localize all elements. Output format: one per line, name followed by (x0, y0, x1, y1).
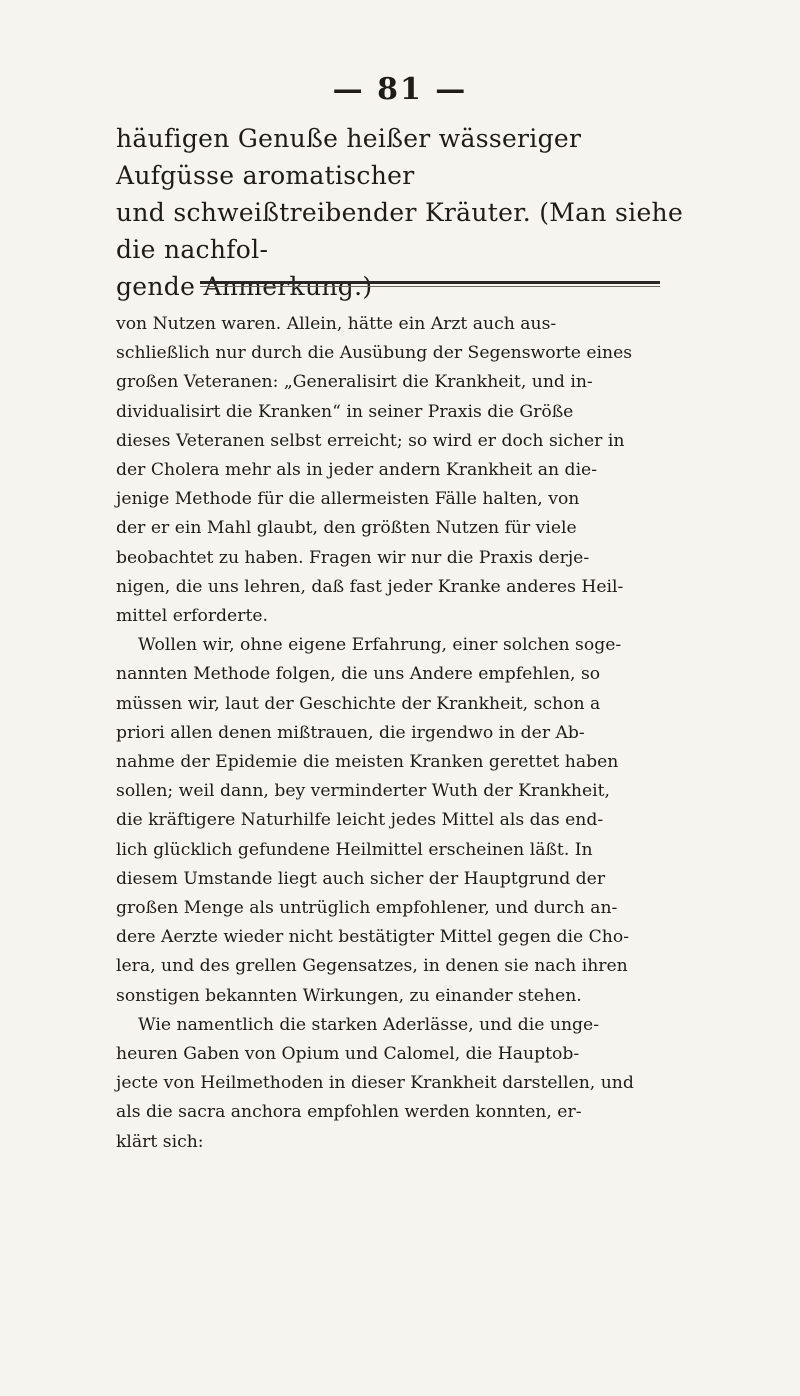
paragraph (116, 310, 704, 631)
text-line: mittel erforderte. (116, 606, 268, 627)
text-line: der Cholera mehr als in jeder andern Krankheit an die- (116, 460, 598, 481)
section-divider (200, 281, 660, 284)
text-line: sollen; weil dann, bey verminderter Wuth der Krankheit, (116, 781, 610, 802)
text-line: großen Veteranen: „Generalisirt die Krankheit, und in- (116, 372, 593, 393)
text-line: lera, und des grellen Gegensatzes, in denen sie nach ihren (116, 956, 628, 977)
text-line: nannten Methode folgen, die uns Andere empfehlen, so (116, 664, 601, 685)
text-line: dieses Veteranen selbst erreicht; so wird er doch sicher in (116, 430, 625, 451)
text-line: der er ein Mahl glaubt, den größten Nutzen für viele (116, 518, 577, 539)
section-divider-thin (200, 286, 660, 287)
text-line: die kräftigere Naturhilfe leicht jedes Mittel als das end- (116, 810, 604, 831)
text-line: Wie namentlich die starken Aderlässe, und die unge- (138, 1014, 599, 1035)
text-line: priori allen denen mißtrauen, die irgendwo in der Ab- (116, 722, 585, 743)
text-line: Wollen wir, ohne eigene Erfahrung, einer solchen soge- (138, 635, 622, 656)
text-line: klärt sich: (116, 1131, 204, 1152)
page-number: — 81 — (332, 72, 468, 107)
text-line: dere Aerzte wieder nicht bestätigter Mittel gegen die Cho- (116, 927, 630, 948)
text-line: großen Menge als untrüglich empfohlener, und durch an- (116, 898, 618, 919)
text-line: diesem Umstande liegt auch sicher der Hauptgrund der (116, 868, 606, 889)
paragraph (116, 631, 704, 1011)
text-line: nigen, die uns lehren, daß fast jeder Kranke anderes Heil- (116, 576, 624, 597)
text-line: als die sacra anchora empfohlen werden konnten, er- (116, 1102, 582, 1123)
previous-section-text (116, 120, 706, 305)
text-line: jenige Methode für die allermeisten Fälle halten, von (116, 489, 580, 510)
text-line: sonstigen bekannten Wirkungen, zu einander stehen. (116, 985, 582, 1006)
header-line: häufigen Genuße heißer wässeriger Aufgüsse aromatischer (116, 124, 582, 190)
text-line: heuren Gaben von Opium und Calomel, die Hauptob- (116, 1044, 580, 1065)
text-line: müssen wir, laut der Geschichte der Krankheit, schon a (116, 693, 601, 714)
text-line: dividualisirt die Kranken“ in seiner Praxis die Größe (116, 401, 574, 422)
header-line: und schweißtreibender Kräuter. (Man siehe die nachfol- (116, 198, 684, 264)
text-line: beobachtet zu haben. Fragen wir nur die Praxis derje- (116, 547, 590, 568)
footnote-body (116, 310, 704, 1157)
text-line: schließlich nur durch die Ausübung der Segensworte eines (116, 343, 633, 364)
text-line: jecte von Heilmethoden in dieser Krankheit darstellen, und (116, 1073, 634, 1094)
text-line: nahme der Epidemie die meisten Kranken gerettet haben (116, 752, 619, 773)
paragraph (116, 1011, 704, 1157)
header-line: gende Anmerkung.) (116, 272, 373, 301)
text-line: von Nutzen waren. Allein, hätte ein Arzt auch aus- (116, 314, 557, 334)
text-line: lich glücklich gefundene Heilmittel erscheinen läßt. In (116, 839, 593, 860)
